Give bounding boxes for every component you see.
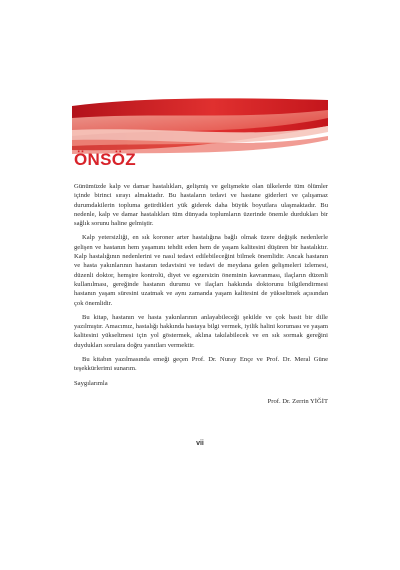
- page-title: ÖNSÖZ: [74, 150, 136, 169]
- author-signature: Prof. Dr. Zerrin YİĞİT: [267, 397, 328, 405]
- paragraph-1: Günümüzde kalp ve damar hastalıkları, gelişmiş ve gelişmekte olan ülkelerde tüm ölümler içinde birinci sırayı almaktadır. Bu hastaların tedavi ve hastane giderleri ve çalışamaz durumdakilerin topluma getirdikleri yük giderek daha büyük boyutlara ulaşmaktadır. Bu nedenle, kalp ve damar hastalıkları tüm dünyada toplumların üzerinde önemle durdukları bir sağlık sorunu haline gelmiştir.: [74, 183, 328, 228]
- page-number: vii: [196, 440, 204, 447]
- header-wave-banner: [0, 96, 400, 160]
- paragraph-4: Bu kitabın yazılmasında emeği geçen Prof. Dr. Nuray Ençe ve Prof. Dr. Meral Güne teşekkürlerimi sunarım.: [74, 356, 328, 373]
- paragraph-3: Bu kitap, hastanın ve hasta yakınlarının anlayabileceği şekilde ve çok basit bir dille yazılmıştır. Amacımız, hastalığı hakkında hastaya bilgi vermek, iyilik halini koruması ve yaşam kalitesini yükseltmesi için yol göstermek, aklına takılabilecek ve en sık sormak gereğini duydukları sorulara doğru yanıtları vermektir.: [74, 313, 328, 349]
- preface-body: [74, 182, 328, 406]
- signoff: Saygılarımla: [74, 379, 108, 387]
- paragraph-2: Kalp yetersizliği, en sık koroner arter hastalığına bağlı olmak üzere değişik nedenlerle gelişen ve hastanın hem yaşamını tehdit eden hem de yaşam kalitesini düşüren bir hastalıktır. Kalp hastalığının nedenlerini ve nasıl tedavi edilebileceğini bilmek önemlidir. Ancak hastanın ve hasta yakınlarının hastanın tedavisini ve tedavi de meydana gelen gelişmeleri izlemesi, düzenli doktor, hemşire kontrolü, diyet ve egzersizin öneminin kavranması, ilaçların düzenli kullanılması, gereğinde hastanın durumu ve ilaçları hakkında doktorunu bilgilendirmesi hastanın yaşam süresini uzatmak ve aynı zamanda yaşam kalitesini de yükseltmek açısından çok önemlidir.: [74, 234, 328, 307]
